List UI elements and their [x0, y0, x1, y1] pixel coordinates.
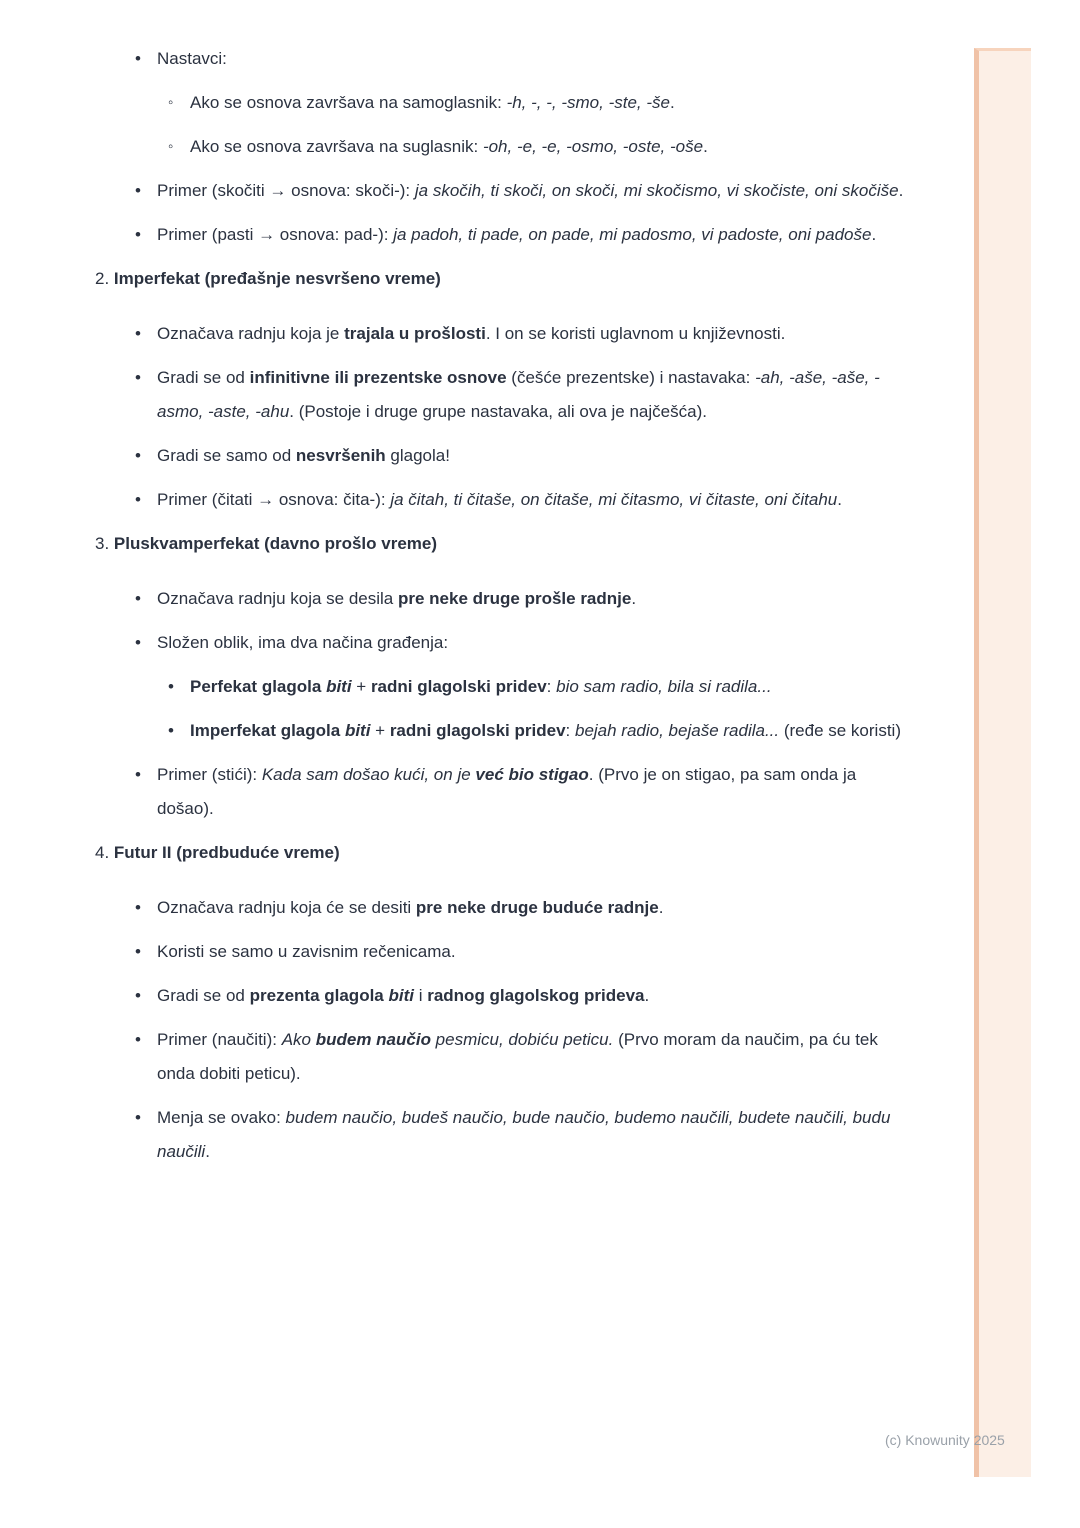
text-segment: Primer (stići): — [157, 765, 262, 784]
text-segment: -ah, -aše, -aše, -asmo, -aste, -ahu — [157, 368, 880, 421]
text-segment: . — [871, 225, 877, 244]
text-segment: Ako se osnova završava na samoglasnik: — [190, 93, 507, 112]
sub-list-item — [95, 714, 917, 748]
item-text — [157, 218, 917, 252]
bullet-icon: • — [135, 1030, 141, 1049]
text-segment: glagola! — [385, 446, 450, 465]
text-segment: radni glagolski pridev — [389, 721, 566, 740]
text-segment: biti — [388, 986, 414, 1005]
bullet-icon: • — [135, 490, 141, 509]
bullet-icon: • — [135, 324, 141, 343]
list-item — [95, 626, 917, 660]
text-segment: : — [546, 677, 557, 696]
list-item — [95, 935, 917, 969]
item-text — [157, 361, 917, 429]
text-segment: biti — [326, 677, 352, 696]
section-heading — [95, 836, 917, 870]
item-text — [157, 42, 917, 76]
bullet-icon: • — [135, 986, 141, 1005]
text-segment: Nastavci: — [157, 49, 227, 68]
bullet-icon: • — [135, 225, 141, 244]
bullet-icon: • — [135, 765, 141, 784]
text-segment: nesvršenih — [295, 446, 386, 465]
text-segment: Ako — [281, 1030, 316, 1049]
text-segment: biti — [344, 721, 371, 740]
sub-list-item — [95, 86, 917, 120]
text-segment: Pluskvamperfekat (davno prošlo vreme) — [113, 534, 438, 553]
text-segment: . — [837, 490, 842, 509]
text-segment: . — [658, 898, 664, 917]
section-heading — [95, 262, 917, 296]
text-segment: 3. — [95, 534, 114, 553]
item-text — [157, 582, 917, 616]
text-segment: Menja se ovako: — [157, 1108, 286, 1127]
text-segment: Imperfekat glagola — [190, 721, 345, 740]
sub-list-item — [95, 670, 917, 704]
item-text — [157, 979, 917, 1013]
heading-text — [95, 843, 340, 862]
bullet-icon: • — [168, 721, 174, 740]
text-segment: Označava radnju koja se desila — [157, 589, 398, 608]
item-text — [157, 891, 917, 925]
text-segment: i — [413, 986, 428, 1005]
text-segment: Futur II (predbuduće vreme) — [113, 843, 340, 862]
bullet-icon: • — [135, 368, 141, 387]
bullet-icon: • — [168, 677, 174, 696]
text-segment: trajala u prošlosti — [344, 324, 486, 343]
list-item — [95, 891, 917, 925]
text-segment: pre neke druge buduće radnje — [415, 898, 659, 917]
text-segment: Kada sam došao kući, on je — [261, 765, 476, 784]
text-segment: . — [669, 93, 675, 112]
text-segment: Primer (naučiti): — [157, 1030, 282, 1049]
text-segment: . — [631, 589, 637, 608]
circle-bullet-icon: ◦ — [168, 94, 174, 111]
text-segment: pesmicu, dobiću peticu. — [430, 1030, 614, 1049]
text-segment: Imperfekat (pređašnje nesvršeno vreme) — [113, 269, 441, 288]
text-segment: (Prvo moram da naučim, pa ću tek onda dobiti peticu). — [157, 1030, 878, 1083]
text-segment: već bio stigao — [475, 765, 589, 784]
bullet-icon: • — [135, 446, 141, 465]
text-segment: -h, -, -, -smo, -ste, -še — [506, 93, 670, 112]
item-text — [157, 483, 917, 517]
text-segment: Gradi se od — [157, 368, 250, 387]
bullet-icon: • — [135, 589, 141, 608]
text-segment: Složen oblik, ima dva načina građenja: — [157, 633, 449, 652]
item-text — [157, 174, 917, 208]
list-item — [95, 42, 917, 76]
text-segment: Gradi se od — [157, 986, 250, 1005]
text-segment: Označava radnju koja će se desiti — [157, 898, 416, 917]
text-segment: . — [703, 137, 708, 156]
item-text — [157, 317, 917, 351]
bullet-icon: • — [135, 633, 141, 652]
heading-text — [95, 534, 437, 553]
item-text — [157, 626, 917, 660]
text-segment: Primer (skočiti → osnova: skoči-): — [157, 181, 415, 200]
text-segment: bio sam radio, bila si radila... — [556, 677, 772, 696]
text-segment: 4. — [95, 843, 114, 862]
list-item — [95, 361, 917, 429]
text-segment: . — [205, 1142, 210, 1161]
text-segment: Primer (pasti → osnova: pad-): — [157, 225, 394, 244]
list-item — [95, 174, 917, 208]
text-segment: + — [351, 677, 371, 696]
list-item — [95, 582, 917, 616]
item-text — [190, 670, 917, 704]
document-content — [95, 42, 917, 1179]
item-text — [157, 1023, 917, 1091]
text-segment: budem naučio — [315, 1030, 431, 1049]
text-segment: radnog glagolskog prideva — [427, 986, 645, 1005]
text-segment: . I on se koristi uglavnom u književnosti. — [485, 324, 786, 343]
list-item — [95, 758, 917, 826]
item-text — [157, 758, 917, 826]
item-text — [157, 935, 917, 969]
text-segment: Gradi se samo od — [157, 446, 296, 465]
text-segment: ja padoh, ti pade, on pade, mi padosmo, vi padoste, oni padoše — [393, 225, 872, 244]
bullet-icon: • — [135, 181, 141, 200]
item-text — [190, 130, 917, 164]
bullet-icon: • — [135, 942, 141, 961]
list-item — [95, 1101, 917, 1169]
bullet-icon: • — [135, 898, 141, 917]
sub-list-item — [95, 130, 917, 164]
text-segment: Koristi se samo u zavisnim rečenicama. — [157, 942, 456, 961]
text-segment: ja skočih, ti skoči, on skoči, mi skočismo, vi skočiste, oni skočiše — [414, 181, 899, 200]
text-segment: infinitivne ili prezentske osnove — [249, 368, 507, 387]
copyright-watermark: (c) Knowunity 2025 — [885, 1432, 1005, 1448]
list-item — [95, 439, 917, 473]
text-segment: Označava radnju koja je — [157, 324, 345, 343]
text-segment: pre neke druge prošle radnje — [397, 589, 632, 608]
text-segment: Perfekat glagola — [190, 677, 327, 696]
list-item — [95, 1023, 917, 1091]
highlight-stripe — [974, 48, 1031, 1477]
text-segment: . — [898, 181, 904, 200]
text-segment: : — [565, 721, 575, 740]
text-segment: -oh, -e, -e, -osmo, -oste, -oše — [482, 137, 704, 156]
text-segment: ja čitah, ti čitaše, on čitaše, mi čitasmo, vi čitaste, oni čitahu — [390, 490, 838, 509]
text-segment: . (Postoje i druge grupe nastavaka, ali ova je najčešća). — [289, 402, 707, 421]
item-text — [190, 86, 917, 120]
bullet-icon: • — [135, 49, 141, 68]
list-item — [95, 317, 917, 351]
circle-bullet-icon: ◦ — [168, 138, 174, 155]
text-segment: . (Prvo je on stigao, pa sam onda ja došao). — [157, 765, 857, 818]
text-segment: Ako se osnova završava na suglasnik: — [190, 137, 483, 156]
text-segment: (češće prezentske) i nastavaka: — [506, 368, 756, 387]
item-text — [157, 439, 917, 473]
item-text — [190, 714, 917, 748]
list-item — [95, 979, 917, 1013]
section-heading — [95, 527, 917, 561]
text-segment: + — [370, 721, 390, 740]
text-segment: radni glagolski pridev — [370, 677, 547, 696]
text-segment: budem naučio, budeš naučio, bude naučio, budemo naučili, budete naučili, budu naučili — [157, 1108, 891, 1161]
text-segment: prezenta glagola — [249, 986, 389, 1005]
heading-text — [95, 269, 441, 288]
text-segment: (ređe se koristi) — [779, 721, 901, 740]
list-item — [95, 483, 917, 517]
bullet-icon: • — [135, 1108, 141, 1127]
item-text — [157, 1101, 917, 1169]
list-item — [95, 218, 917, 252]
text-segment: bejah radio, bejaše radila... — [574, 721, 780, 740]
text-segment: 2. — [95, 269, 114, 288]
text-segment: . — [644, 986, 650, 1005]
text-segment: Primer (čitati → osnova: čita-): — [157, 490, 391, 509]
